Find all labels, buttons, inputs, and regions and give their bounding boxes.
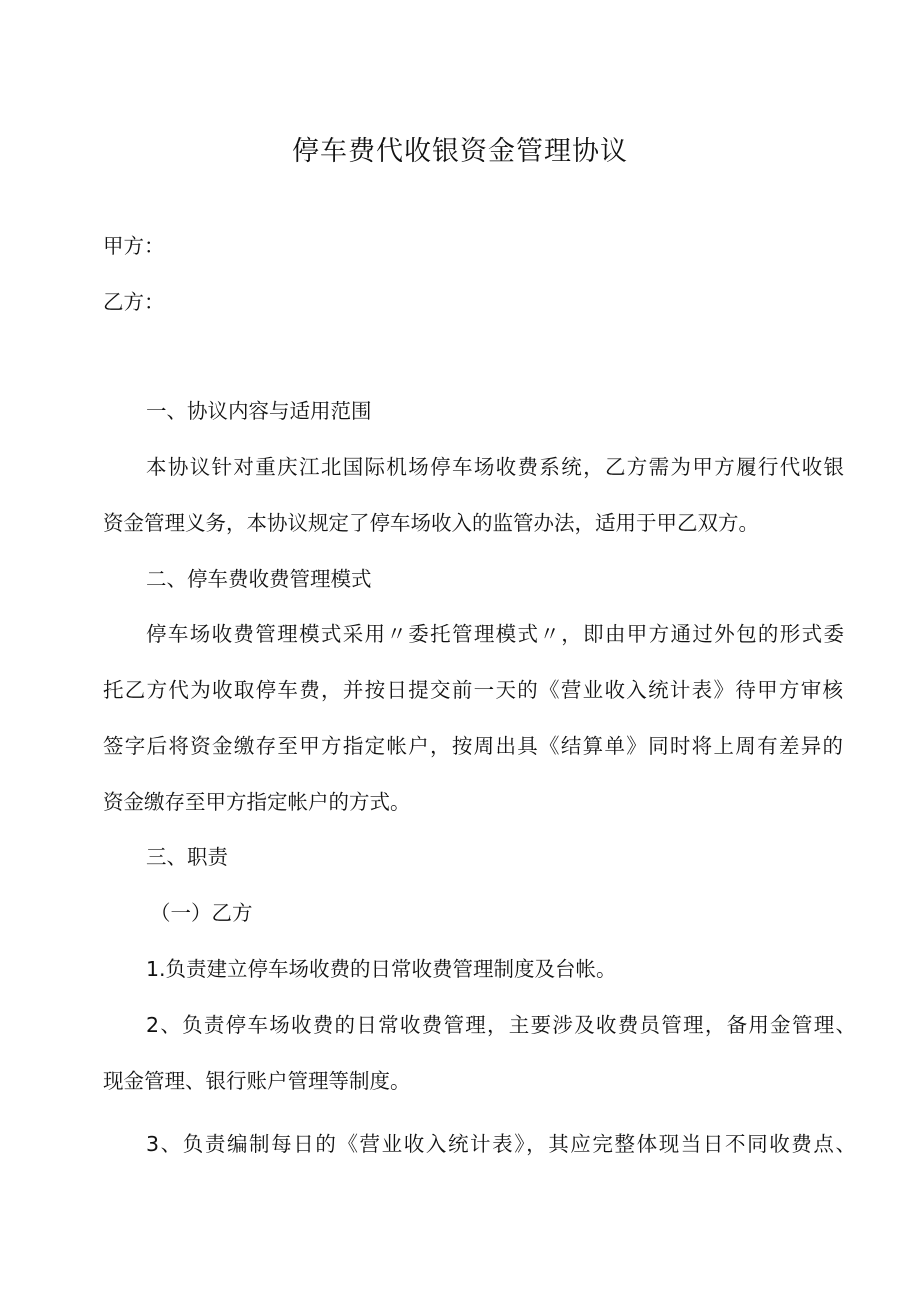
section2-paragraph-line: 资金缴存至甲方指定帐户的方式。	[103, 790, 411, 814]
duty-item-2-line: 2、负责停车场收费的日常收费管理，主要涉及收费员管理，备用金管理、	[146, 1013, 856, 1037]
section1-paragraph-line: 本协议针对重庆江北国际机场停车场收费系统，乙方需为甲方履行代收银	[146, 455, 844, 479]
section2-paragraph-line: 托乙方代为收取停车费，并按日提交前一天的《营业收入统计表》待甲方审核	[103, 678, 843, 702]
party-b-label: 乙方：	[103, 290, 165, 314]
section2-heading: 二、停车费收费管理模式	[146, 567, 372, 591]
duty-item-1: 1.负责建立停车场收费的日常收费管理制度及台帐。	[146, 957, 617, 981]
section1-paragraph-line: 资金管理义务，本协议规定了停车场收入的监管办法，适用于甲乙双方。	[103, 511, 759, 535]
section2-paragraph-line: 签字后将资金缴存至甲方指定帐户，按周出具《结算单》同时将上周有差异的	[103, 734, 843, 758]
section3-subheading: （一）乙方	[150, 901, 253, 925]
section1-heading: 一、协议内容与适用范围	[146, 399, 372, 423]
party-a-label: 甲方：	[103, 234, 165, 258]
document-title: 停车费代收银资金管理协议	[292, 136, 628, 167]
duty-item-3-line: 3、负责编制每日的《营业收入统计表》，其应完整体现当日不同收费点、	[146, 1132, 856, 1156]
duty-item-2-line: 现金管理、银行账户管理等制度。	[103, 1069, 411, 1093]
section3-heading: 三、职责	[146, 845, 228, 869]
section2-paragraph-line: 停车场收费管理模式采用〃委托管理模式〃，即由甲方通过外包的形式委	[146, 622, 844, 646]
